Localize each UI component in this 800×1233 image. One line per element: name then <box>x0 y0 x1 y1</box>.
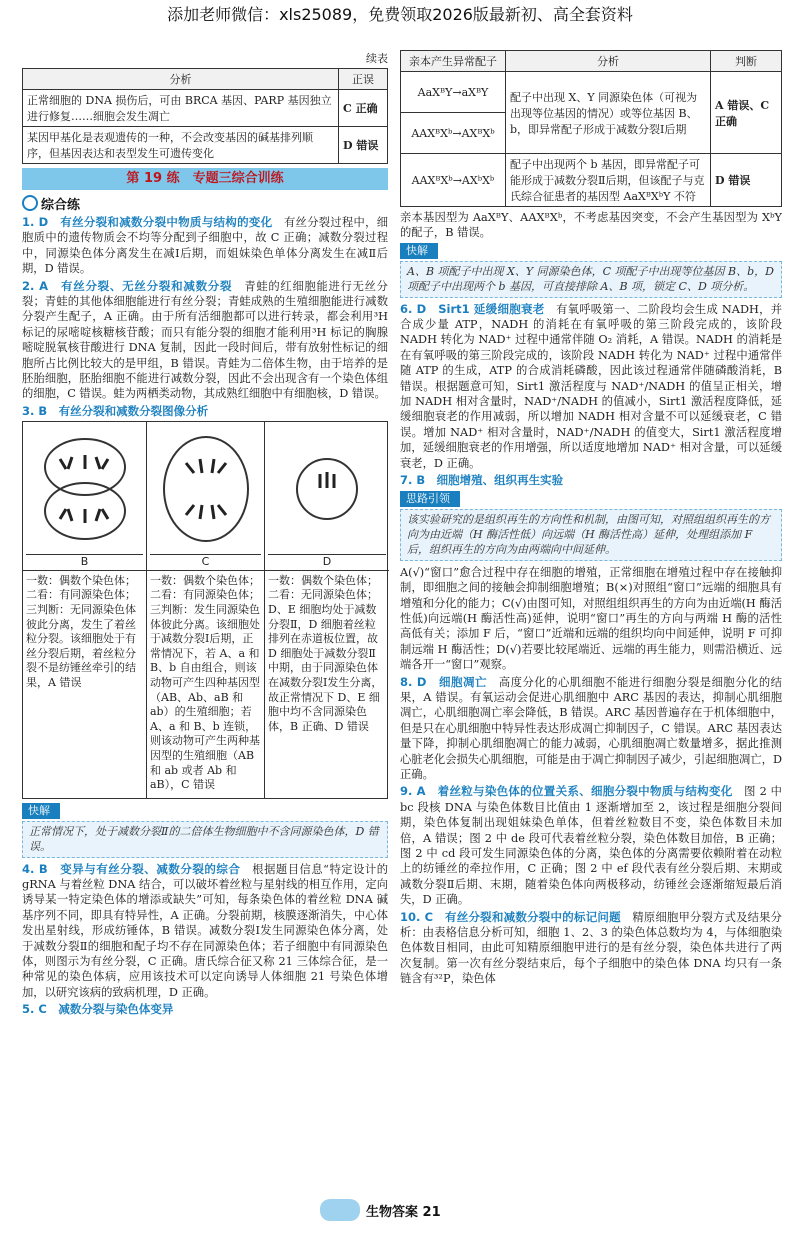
question-8 <box>400 675 782 783</box>
table-cell: 正常细胞的 DNA 损伤后，可由 BRCA 基因、PARP 基因独立进行修复……细胞会发生凋亡 <box>23 90 339 127</box>
table-header: 分析 <box>506 51 711 72</box>
cell-column-c <box>147 422 265 798</box>
question-body: 精原细胞甲分裂方式及结果分析：由表格信息分析可知，细胞 1、2、3 的染色体总数均为 4，与体细胞染色体数目相同，由此可知精原细胞甲进行的是有丝分裂，染色体共进行了两次复制。第一次有丝分裂结束后，每个子细胞中的染色体 DNA 均只有一条链含有³²P，染色体 <box>400 910 782 986</box>
question-body: 青蛙的红细胞能进行无丝分裂；青蛙的其他体细胞能进行有丝分裂；青蛙成熟的生殖细胞能进行减数分裂产生配子，A 正确。由于所有活细胞都可以进行转录，都会利用³H 标记的尿嘧啶核糖核苷酸；而只有能分裂的细胞才能利用³H 标记的胸腺嘧啶脱氧核苷酸进行 DNA 复制，因此一段时间后，带有放射性标记的细胞所占比例比较大的是甲组，B 错误。青蛙为二倍体生物，由于培养的是胚胎细胞，胚胎细胞不能进行减数分裂，因此不会出现含有一个染色体组的细胞，C 错误。蛙为两栖类动物，其成熟红细胞中有细胞核，D 错误。 <box>22 279 388 401</box>
question-body: 高度分化的心肌细胞不能进行细胞分裂是细胞分化的结果，A 错误。有氧运动会促进心肌细胞中 ARC 基因的表达，抑制心肌细胞凋亡，心肌细胞凋亡率会降低，B 错误。ARC 基因普遍存在于机体细胞中，但是只在心肌细胞中特异性表达形成凋亡抑制因子，C 错误。ARC 基因表达量下降，抑制心肌细胞凋亡的能力减弱，心肌细胞凋亡数量增多，据此推测心脏老化会损失心肌细胞，可能是由于凋亡抑制因子减少，引起细胞凋亡，D 正确。 <box>400 675 782 781</box>
tip-label: 快解 <box>22 803 60 819</box>
cell-column-b <box>23 422 147 798</box>
question-body: 有氧呼吸第一、二阶段均会生成 NADH，并合成少量 ATP，NADH 的消耗在有氧呼吸的第三阶段完成的，该阶段 NADH 转化为 NAD⁺ 过程中通常伴随 O₂ 消耗，A 错误。NADH 的消耗是在有氧呼吸的第三阶段完成的，该阶段 NADH 转化为 NAD⁺ 过程中通常伴随 ATP 的生成，ATP 的合成消耗磷酸，因此该过程通常伴随磷酸消耗，B 错误。根据题意可知，Sirt1 激活程度与 NAD⁺/NADH 的值呈正相关，增加 NADH 相对含量时，NAD⁺/NADH 的值减小，Sirt1 激活程度降低，延缓细胞衰老的作用减弱，所以增加 NADH 相对含量不可以延缓衰老，C 错误。增加 NAD⁺ 相对含量时，NAD⁺/NADH 的值变大，Sirt1 激活程度增加，延缓细胞衰老的作用增强，所以适度地增加 NAD⁺ 相对含量，可以延缓衰老，D 正确。 <box>400 302 782 470</box>
question-5-heading <box>22 1002 388 1017</box>
table-row <box>401 72 782 113</box>
table-cell: D 错误 <box>339 127 388 164</box>
question-10 <box>400 910 782 987</box>
right-column <box>400 50 782 989</box>
question-9 <box>400 784 782 907</box>
question-2 <box>22 279 388 402</box>
table-cell: AaXᴮY→aXᴮY <box>401 72 506 113</box>
cell-analysis: 一数：偶数个染色体； 二看：有同源染色体； 三判断：无同源染色体彼此分离，发生了着丝粒分裂。该细胞处于有丝分裂后期，着丝粒分裂不是纺锤丝牵引的结果，A 错误 <box>23 570 146 694</box>
question-heading: 2. A 有丝分裂、无丝分裂和减数分裂 <box>22 278 233 293</box>
question-1 <box>22 215 388 277</box>
question-3-heading <box>22 404 388 419</box>
cell-label: C <box>201 555 210 569</box>
table-cell: 配子中出现两个 b 基因，即异常配子可能形成于减数分裂Ⅱ后期，但该配子与克氏综合征患者的基因型 AaXᴮXᵇY 不符 <box>506 154 711 207</box>
target-icon <box>22 195 38 211</box>
tip-box <box>400 243 782 259</box>
table-header: 亲本产生异常配子 <box>401 51 506 72</box>
table-cell: 某因甲基化是表观遗传的一种，不会改变基因的碱基排列顺序，但基因表达和表型发生可遗传变化 <box>23 127 339 164</box>
cell-label: B <box>80 555 89 569</box>
question-heading: 4. B 变异与有丝分裂、减数分裂的综合 <box>22 861 241 876</box>
analysis-table <box>22 68 388 164</box>
table-header: 分析 <box>23 69 339 90</box>
table-conclusion: 亲本基因型为 AaXᴮY、AAXᴮXᵇ，不考虑基因突变，不会产生基因型为 XᵇY 的配子，B 错误。 <box>400 211 782 240</box>
cell-column-d <box>265 422 389 798</box>
tip-label: 快解 <box>400 243 438 259</box>
question-heading: 7. B 细胞增殖、组织再生实验 <box>400 473 564 488</box>
table-cell: 配子中出现 X、Y 同源染色体（可视为出现等位基因的情况）或等位基因 B、b，即异常配子形成于减数分裂Ⅰ后期 <box>506 72 711 154</box>
cell-label: D <box>322 555 332 569</box>
section-heading <box>22 194 388 213</box>
cell-division-figure <box>22 421 388 799</box>
page-footer <box>320 1196 480 1224</box>
question-heading: 9. A 着丝粒与染色体的位置关系、细胞分裂中物质与结构变化 <box>400 784 733 799</box>
tip-box <box>22 803 388 819</box>
section-label: 综合练 <box>41 198 81 213</box>
question-heading: 1. D 有丝分裂和减数分裂中物质与结构的变化 <box>22 215 273 229</box>
tip-label: 思路引领 <box>400 491 460 507</box>
table-header: 正误 <box>339 69 388 90</box>
left-column <box>22 50 388 1020</box>
question-4 <box>22 862 388 1001</box>
question-body: 有丝分裂过程中，细胞质中的遗传物质会不均等分配到子细胞中，故 C 正确；减数分裂过程中，同源染色体分离发生在减Ⅰ后期，而姐妹染色单体分离发生在减Ⅱ后期，D 错误。 <box>22 216 388 276</box>
question-7-heading <box>400 473 782 488</box>
question-body: 图 2 中 bc 段核 DNA 与染色体数目比值由 1 逐渐增加至 2，该过程是细胞分裂间期，染色体复制出现姐妹染色单体，但着丝粒数目不变，染色体数目未加倍，A 错误；图 2 中 de 段可代表着丝粒分裂，染色体数目加倍，B 正确；图 2 中 cd 段可发生同源染色体的分离，染色体的分离需要依赖附着在动粒上的纺锤丝的牵拉作用，C 正确；图 2 中 ef 段代表有丝分裂后期、末期或减数分裂Ⅱ后期、末期，随着染色体向两极移动，纺锤丝会逐渐缩短最后消失，D 正确。 <box>400 785 782 907</box>
cell-analysis: 一数：偶数个染色体； 二看：有同源染色体； 三判断：发生同源染色体彼此分离。该细胞处于减数分裂Ⅰ后期，正常情况下，若 A、a 和 B、b 自由组合，则该动物可产生四种基因型（AB、Ab、aB 和 ab）的生殖细胞；若 A、a 和 B、b 连锁，则该动物可产生两种基因型的生殖细胞（AB 和 ab 或者 Ab 和 aB），C 错误 <box>147 570 264 796</box>
cell-image-b <box>26 424 143 555</box>
question-heading: 8. D 细胞凋亡 <box>400 674 488 689</box>
tip-box <box>400 491 782 507</box>
table-cell: AAXᴮXᵇ→AXᴮXᵇ <box>401 113 506 154</box>
cell-analysis: 一数：偶数个染色体； 二看：无同源染色体； D、E 细胞均处于减数分裂Ⅱ，D 细胞着丝粒排列在赤道板位置，故 D 细胞处于减数分裂Ⅱ中期，由于同源染色体在减数分裂Ⅰ发生分离，故正常情况下 D、E 细胞中均不含同源染色体，B 正确、D 错误 <box>265 570 389 738</box>
tip-text: 该实验研究的是组织再生的方向性和机制，由图可知，对照组组织再生的方向为由近端（H 酶活性低）向远端（H 酶活性高）延伸，处理组添加 F 后，组织再生的方向为由两端向中间延伸。 <box>400 509 782 561</box>
table-header: 判断 <box>711 51 782 72</box>
table-row <box>23 127 388 164</box>
question-heading: 5. C 减数分裂与染色体变异 <box>22 1002 174 1017</box>
table-cell: A 错误、C 正确 <box>711 72 782 154</box>
section-title-banner: 第 19 练 专题三综合训练 <box>22 168 388 190</box>
question-heading: 3. B 有丝分裂和减数分裂图像分析 <box>22 403 209 418</box>
gamete-table <box>400 50 782 207</box>
cell-image-c <box>150 424 261 555</box>
question-body: 根据题目信息“特定设计的 gRNA 与着丝粒 DNA 结合，可以破坏着丝粒与星射线的相互作用，定向诱导某一特定染色体的增添或缺失”可知，每条染色体的着丝粒 DNA 碱基序列不同，即具有特异性，A 正确。分裂前期，核膜逐渐消失，中心体发出星射线，形成纺锤体，B 错误。减数分裂Ⅰ发生同源染色体分离，处于减数分裂Ⅱ的细胞和配子均不存在同源染色体；若子细胞中有同源染色体，则图示为有丝分裂，C 正确。唐氏综合征又称 21 三体综合征，是一种常见的染色体病，应用该技术可以定向诱导人体细胞 21 号染色体增加，以研究该病的致病机理，D 正确。 <box>22 862 388 999</box>
table-row <box>23 90 388 127</box>
question-6 <box>400 302 782 471</box>
tip-text: 正常情况下，处于减数分裂Ⅱ的二倍体生物细胞中不含同源染色体，D 错误。 <box>22 821 388 858</box>
question-heading: 10. C 有丝分裂和减数分裂中的标记问题 <box>400 909 621 924</box>
continued-label: 续表 <box>366 52 388 65</box>
promo-banner: 添加老师微信：xls25089，免费领取2026版最新初、高全套资料 <box>167 5 633 24</box>
table-row <box>401 154 782 207</box>
table-cell: C 正确 <box>339 90 388 127</box>
table-cell: D 错误 <box>711 154 782 207</box>
tip-text: A、B 项配子中出现 X、Y 同源染色体，C 项配子中出现等位基因 B、b，D 项配子中出现两个 b 基因，可直接排除 A、B 项，锁定 C、D 项分析。 <box>400 261 782 298</box>
question-7-body: A(√)“窗口”愈合过程中存在细胞的增殖，正常细胞在增殖过程中存在接触抑制，即细胞之间的接触会抑制细胞增殖；B(×)对照组“窗口”远端的细胞具有增殖和分化的能力；C(√)由图可知，对照组组织再生的方向为由近端(H 酶活性低)向远端(H 酶活性高)延伸，说明“窗口”再生的方向与两端 H 酶的活性高低有关；添加 F 后，“窗口”近端和远端的组织均向中间延伸，说明 F 可抑制远端 H 酶活性；D(√)若要比较尾端近、远端的再生能力，则需沿横近、远端各开一“窗口”观察。 <box>400 565 782 672</box>
question-heading: 6. D Sirt1 延缓细胞衰老 <box>400 301 545 316</box>
table-cell: AAXᴮXᵇ→AXᵇXᵇ <box>401 154 506 207</box>
cell-image-d <box>268 424 386 555</box>
brand-logo <box>320 1199 360 1221</box>
page-number: 生物答案 21 <box>366 1204 441 1220</box>
